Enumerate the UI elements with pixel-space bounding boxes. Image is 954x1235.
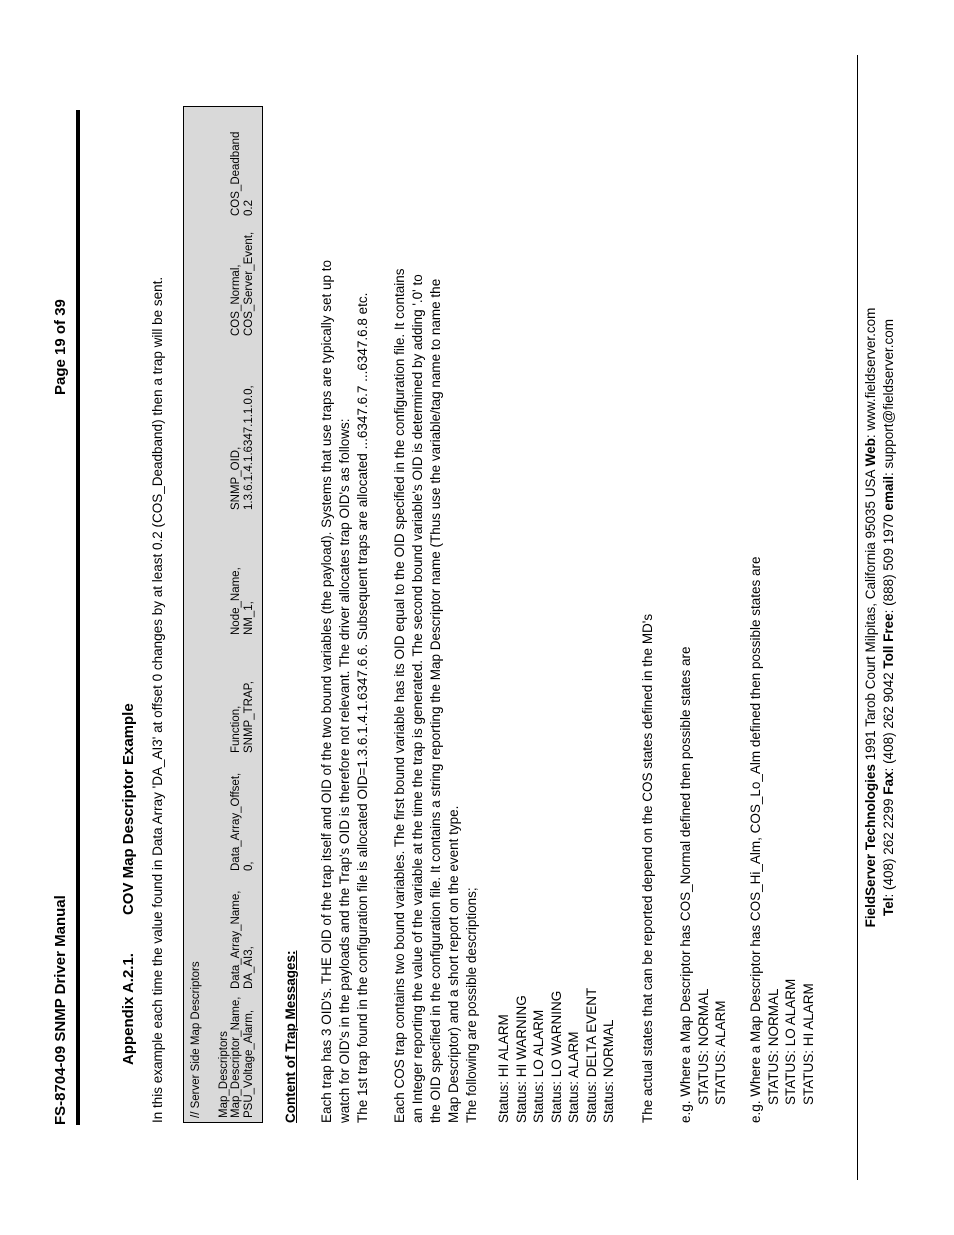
status-description-list <box>495 988 618 1123</box>
actual-states-note: The actual states that can be reported depend on the COS states defined in the MD's <box>640 613 655 1123</box>
fax-label: Fax <box>880 771 896 795</box>
appendix-heading <box>120 703 137 1065</box>
example-line: e.g. Where a Map Descriptor has COS_Hi_Alm, COS_Lo_Alm defined then possible states are <box>748 556 763 1123</box>
paragraph-line: watch for OID's in the payloads and the Trap's OID is therefore not relevant. The driver allocates trap OID's as follows: <box>337 418 352 1123</box>
column-header: COS_Deadband <box>230 131 242 216</box>
section-label: Map_Descriptors <box>218 1031 230 1118</box>
config-column <box>230 567 256 635</box>
tollfree-label: Toll Free <box>880 613 896 669</box>
trap-oid-paragraph <box>318 113 372 1123</box>
column-value: PSU_Voltage_Alarm, <box>243 1009 255 1118</box>
column-header: Data_Array_Name, <box>230 890 242 989</box>
web-address: : www.fieldserver.com <box>863 307 878 439</box>
email-address: : support@fieldserver.com <box>880 318 896 476</box>
footer-divider <box>857 55 858 1180</box>
list-item: Status: NORMAL <box>601 1019 616 1123</box>
trap-messages-heading: Content of Trap Messages: <box>283 950 298 1123</box>
config-comment: // Server Side Map Descriptors <box>190 961 202 1118</box>
footer-line-2 <box>880 0 898 1235</box>
paragraph-line: The 1st trap found in the configuration file is allocated OID=1.3.6.1.4.1.6347.6.6. Subsequent traps are allocated ...6347.6.7 ...6347.6.8 etc. <box>355 292 370 1123</box>
list-item: STATUS: LO ALARM <box>783 978 798 1105</box>
config-column <box>230 132 256 216</box>
example-line: e.g. Where a Map Descriptor has COS_Normal defined then possible states are <box>678 646 693 1123</box>
config-column <box>230 385 256 510</box>
example-cos-normal <box>677 647 730 1123</box>
paragraph-line: Each COS trap contains two bound variables. The first bound variable has its OID equal to the OID specified in the configuration file. It contains <box>392 268 407 1123</box>
paragraph-line: Map Descriptor) and a short report on the event type. <box>446 805 461 1123</box>
manual-title: FS-8704-09 SNMP Driver Manual <box>52 895 69 1125</box>
column-header: Function, <box>230 705 242 753</box>
list-item: STATUS: NORMAL <box>695 988 711 1105</box>
list-item: Status: ALARM <box>566 1031 581 1123</box>
list-item: Status: LO ALARM <box>531 1009 546 1123</box>
list-item: Status: HI ALARM <box>496 1014 511 1123</box>
column-value: DA_AI3, <box>243 946 255 989</box>
list-item: Status: DELTA EVENT <box>583 987 599 1123</box>
column-value: 0, <box>243 861 255 871</box>
config-column <box>230 997 256 1118</box>
config-column <box>230 773 256 871</box>
config-column <box>230 681 256 753</box>
config-column <box>230 891 256 989</box>
list-item: Status: LO WARNING <box>548 990 564 1123</box>
config-column <box>230 232 256 336</box>
column-header: COS_Normal, <box>230 264 242 336</box>
column-header: SNMP_OID, <box>230 446 242 510</box>
page-footer <box>862 0 897 1235</box>
list-item: STATUS: HI ALARM <box>800 983 816 1105</box>
example-cos-hi-lo <box>747 556 817 1123</box>
paragraph-line: The following are possible descriptions; <box>464 887 479 1123</box>
column-value: SNMP_TRAP, <box>243 680 255 753</box>
email-label: email <box>880 475 896 511</box>
paragraph-line: an Integer reporting the value of the variable at the time the trap is generated. The second bound variable's OID is determined by adding '.0' to <box>410 274 425 1123</box>
list-item: STATUS: ALARM <box>713 1000 728 1105</box>
column-value: COS_Server_Event, <box>243 231 255 336</box>
appendix-title: COV Map Descriptor Example <box>120 703 137 916</box>
paragraph-line: Each trap has 3 OID's. THE OID of the trap itself and OID of the two bound variables (the payload). Systems that use traps are typically set up to <box>319 260 334 1123</box>
list-item: Status: HI WARNING <box>513 995 529 1123</box>
page-number: Page 19 of 39 <box>52 299 69 395</box>
map-descriptor-config-table <box>183 106 263 1123</box>
bound-variables-paragraph <box>391 113 481 1123</box>
column-header: Node_Name, <box>230 567 242 635</box>
company-name: FieldServer Technologies <box>863 764 878 928</box>
column-header: Data_Array_Offset, <box>230 772 242 871</box>
footer-line-1 <box>862 0 880 1235</box>
list-item: STATUS: NORMAL <box>765 988 781 1105</box>
web-label: Web <box>863 438 878 467</box>
header-divider <box>76 110 80 1125</box>
tollfree-number: : (888) 509 1970 <box>880 510 896 614</box>
column-value: 0.2 <box>243 200 255 216</box>
column-value: 1.3.6.1.4.1.6347.1.1.0.0, <box>243 385 255 510</box>
fax-number: : (408) 262 9042 <box>880 668 896 772</box>
column-value: NM_1, <box>243 601 255 635</box>
appendix-number: Appendix A.2.1. <box>120 953 137 1065</box>
tel-number: : (408) 262 2299 <box>880 794 896 898</box>
column-header: Map_Descriptor_Name, <box>230 996 242 1118</box>
paragraph-line: the OID specified in the configuration file. It contains a string reporting the Map Descriptor name (Thus use the variable/tag name to name the <box>428 278 443 1123</box>
company-address: 1991 Tarob Court Milpitas, California 95035 USA <box>863 466 878 765</box>
intro-paragraph: In this example each time the value found in Data Array 'DA_AI3' at offset 0 changes by at least 0.2 (COS_Deadband) then a trap will be sent. <box>150 276 165 1123</box>
tel-label: Tel <box>880 897 896 917</box>
